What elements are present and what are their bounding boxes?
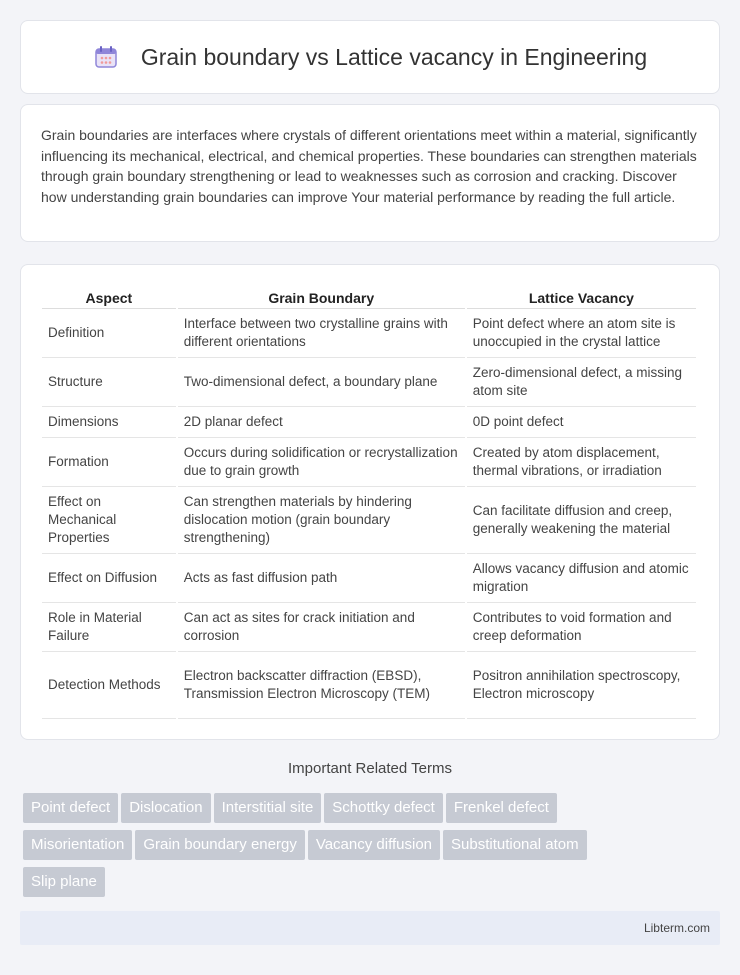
- cell-aspect: Effect on Mechanical Properties: [42, 487, 176, 554]
- table-row: [42, 603, 696, 652]
- related-terms-title: Important Related Terms: [288, 760, 452, 777]
- table-row: [42, 358, 696, 407]
- cell-lattice-vacancy: Point defect where an atom site is unoccupied in the crystal lattice: [467, 309, 696, 358]
- cell-aspect: Structure: [42, 358, 176, 407]
- cell-grain-boundary: Electron backscatter diffraction (EBSD), Transmission Electron Microscopy (TEM): [178, 652, 465, 719]
- cell-lattice-vacancy: Positron annihilation spectroscopy, Electron microscopy: [467, 652, 696, 719]
- header-lattice-vacancy: Lattice Vacancy: [467, 285, 696, 309]
- cell-grain-boundary: 2D planar defect: [178, 407, 465, 438]
- term-tag[interactable]: Substitutional atom: [443, 830, 587, 860]
- cell-aspect: Detection Methods: [42, 652, 176, 719]
- cell-aspect: Effect on Diffusion: [42, 554, 176, 603]
- cell-grain-boundary: Can act as sites for crack initiation and corrosion: [178, 603, 465, 652]
- cell-lattice-vacancy: 0D point defect: [467, 407, 696, 438]
- term-tag[interactable]: Grain boundary energy: [135, 830, 304, 860]
- cell-lattice-vacancy: Can facilitate diffusion and creep, generally weakening the material: [467, 487, 696, 554]
- header-aspect: Aspect: [42, 285, 176, 309]
- cell-aspect: Dimensions: [42, 407, 176, 438]
- header-card: [20, 20, 720, 94]
- cell-aspect: Formation: [42, 438, 176, 487]
- calendar-icon: [93, 44, 119, 70]
- cell-aspect: Definition: [42, 309, 176, 358]
- table-header-row: [42, 285, 696, 309]
- intro-text: Grain boundaries are interfaces where crystals of different orientations meet within a material, significantly influencing its mechanical, electrical, and chemical properties. These boundaries can strengthen materials through grain boundary strengthening or lead to weaknesses such as corrosion and cracking. Discover how understanding grain boundaries can improve Your material performance by reading the full article.: [41, 127, 697, 205]
- term-tag[interactable]: Frenkel defect: [446, 793, 557, 823]
- term-tag[interactable]: Misorientation: [23, 830, 132, 860]
- term-tag[interactable]: Schottky defect: [324, 793, 443, 823]
- term-tag[interactable]: Dislocation: [121, 793, 210, 823]
- cell-lattice-vacancy: Allows vacancy diffusion and atomic migration: [467, 554, 696, 603]
- term-tag[interactable]: Interstitial site: [214, 793, 322, 823]
- table-row: [42, 407, 696, 438]
- page-title: Grain boundary vs Lattice vacancy in Engineering: [140, 43, 648, 70]
- header-grain-boundary: Grain Boundary: [178, 285, 465, 309]
- cell-grain-boundary: Interface between two crystalline grains with different orientations: [178, 309, 465, 358]
- table-row: [42, 309, 696, 358]
- table-row: [42, 652, 696, 719]
- table-row: [42, 438, 696, 487]
- cell-grain-boundary: Can strengthen materials by hindering dislocation motion (grain boundary strengthening): [178, 487, 465, 554]
- table-row: [42, 554, 696, 603]
- intro-card: [20, 104, 720, 242]
- footer-site-link[interactable]: Libterm.com: [643, 921, 710, 935]
- related-terms-list: [23, 793, 723, 904]
- cell-grain-boundary: Two-dimensional defect, a boundary plane: [178, 358, 465, 407]
- footer: [20, 911, 720, 945]
- comparison-card: [20, 264, 720, 740]
- cell-grain-boundary: Occurs during solidification or recrystallization due to grain growth: [178, 438, 465, 487]
- cell-aspect: Role in Material Failure: [42, 603, 176, 652]
- cell-lattice-vacancy: Created by atom displacement, thermal vibrations, or irradiation: [467, 438, 696, 487]
- term-tag[interactable]: Point defect: [23, 793, 118, 823]
- term-tag[interactable]: Vacancy diffusion: [308, 830, 440, 860]
- comparison-table: [40, 285, 698, 719]
- cell-grain-boundary: Acts as fast diffusion path: [178, 554, 465, 603]
- cell-lattice-vacancy: Contributes to void formation and creep deformation: [467, 603, 696, 652]
- table-row: [42, 487, 696, 554]
- term-tag[interactable]: Slip plane: [23, 867, 105, 897]
- cell-lattice-vacancy: Zero-dimensional defect, a missing atom site: [467, 358, 696, 407]
